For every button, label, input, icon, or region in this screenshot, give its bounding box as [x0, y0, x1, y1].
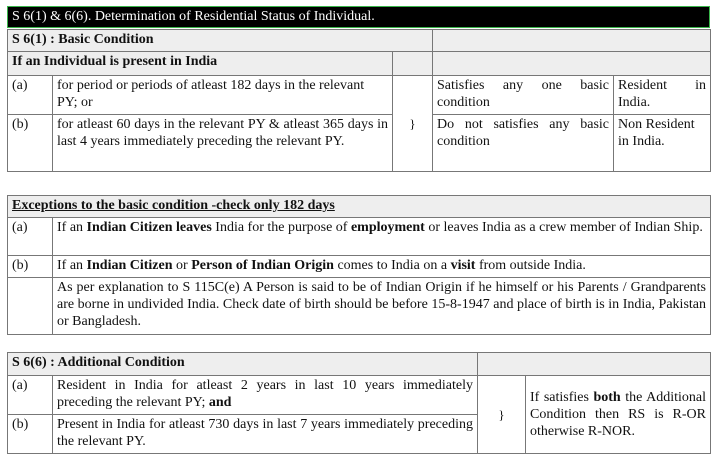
basic-condition-subtitle: If an Individual is present in India [8, 52, 393, 76]
exceptions-title: Exceptions to the basic condition -check only 182 days [8, 196, 711, 218]
basic-condition-title: S 6(1) : Basic Condition [8, 30, 433, 52]
row-text: If an Indian Citizen leaves India for the purpose of employment or leaves India as a crew member of Indian Ship. [53, 218, 711, 256]
row-text: for atleast 60 days in the relevant PY & atleast 365 days in last 4 years immediately preceding the relevant PY. [53, 115, 393, 172]
row-text: If an Indian Citizen or Person of Indian Origin comes to India on a visit from outside India. [53, 256, 711, 278]
row-text: Resident in India for atleast 2 years in last 10 years immediately preceding the relevant PY; and [53, 376, 478, 415]
table-row [8, 376, 711, 415]
exceptions-table [7, 195, 711, 335]
brace-symbol: } [478, 376, 526, 454]
result-text: Do not satisfies any basic condition [433, 115, 614, 172]
table-row [8, 76, 711, 115]
row-text: for period or periods of atleast 182 days in the relevant PY; or [53, 76, 393, 115]
row-label: (a) [8, 76, 53, 115]
brace-symbol: } [393, 76, 433, 172]
status-text: Non Resident in India. [614, 115, 711, 172]
table-row [8, 115, 711, 172]
row-label: (a) [8, 376, 53, 415]
indian-origin-note: As per explanation to S 115C(e) A Person is said to be of Indian Origin if he himself or his Parents / Grandparents are borne in undivided India. Check date of birth should be before 15-8-1947 and place of birth is in India, Pakistan or Bangladesh. [53, 278, 711, 335]
additional-condition-table [7, 352, 711, 454]
table-row [8, 278, 711, 335]
basic-condition-table [7, 29, 711, 172]
row-label: (b) [8, 256, 53, 278]
table-row [8, 256, 711, 278]
header-blank [478, 353, 711, 376]
result-text: Satisfies any one basic condition [433, 76, 614, 115]
header-blank [433, 52, 711, 76]
header-blank [393, 52, 433, 76]
additional-condition-title: S 6(6) : Additional Condition [8, 353, 478, 376]
page-banner: S 6(1) & 6(6). Determination of Residential Status of Individual. [7, 6, 710, 28]
header-blank [433, 30, 711, 52]
status-text: Resident in India. [614, 76, 711, 115]
row-label [8, 278, 53, 335]
table-row [8, 218, 711, 256]
row-label: (b) [8, 115, 53, 172]
additional-result-text: If satisfies both the Additional Condition then RS is R-OR otherwise R-NOR. [526, 376, 711, 454]
row-label: (b) [8, 415, 53, 454]
row-text: Present in India for atleast 730 days in last 7 years immediately preceding the relevant PY. [53, 415, 478, 454]
row-label: (a) [8, 218, 53, 256]
